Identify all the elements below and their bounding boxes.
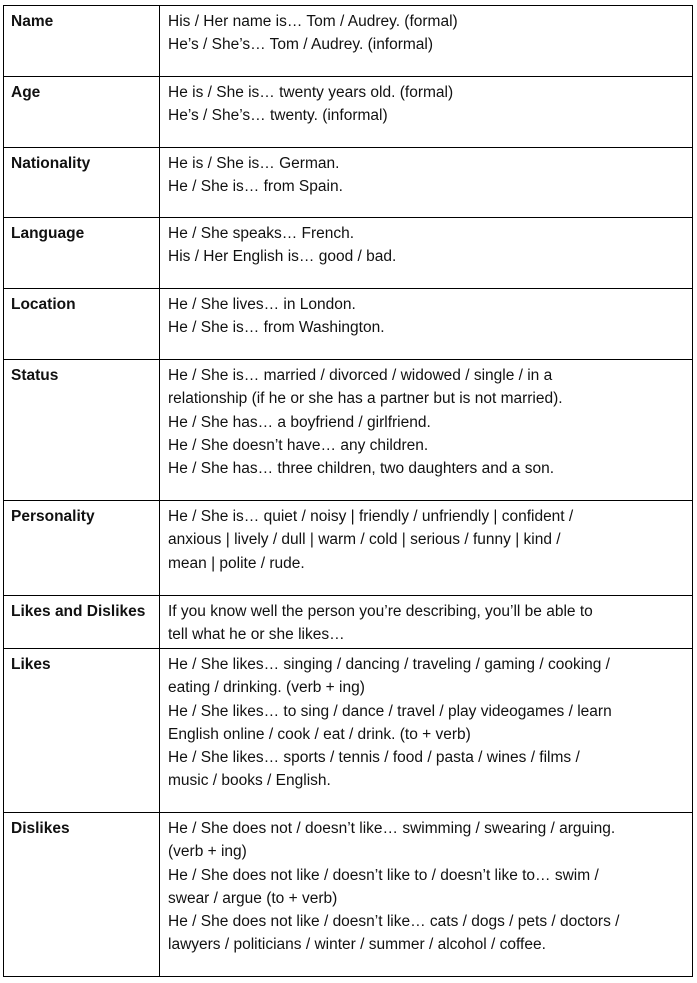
content-line: He / She does not like / doesn’t like to / doesn’t like to… swim / — [168, 866, 599, 884]
content-line: anxious | lively / dull | warm / cold | serious / funny | kind / — [168, 531, 561, 549]
row-label: Dislikes — [4, 813, 160, 977]
table-row — [4, 501, 693, 596]
row-label: Location — [4, 289, 160, 360]
table-row — [4, 813, 693, 977]
content-line: He / She is… from Spain. — [168, 178, 343, 196]
content-line: He / She lives… in London. — [168, 296, 356, 313]
row-content — [160, 649, 693, 813]
content-line: He / She likes… singing / dancing / traveling / gaming / cooking / — [168, 656, 610, 673]
content-line: music / books / English. — [168, 772, 331, 790]
row-content — [160, 289, 693, 360]
content-line: He / She likes… sports / tennis / food / pasta / wines / films / — [168, 749, 580, 767]
row-label: Name — [4, 6, 160, 77]
row-content — [160, 596, 693, 649]
content-line: He / She does not like / doesn’t like… cats / dogs / pets / doctors / — [168, 913, 620, 931]
table-row — [4, 6, 693, 77]
row-label: Status — [4, 360, 160, 501]
content-line: English online / cook / eat / drink. (to + verb) — [168, 725, 471, 743]
row-content — [160, 6, 693, 77]
content-line: His / Her name is… Tom / Audrey. (formal) — [168, 13, 458, 30]
content-line: He is / She is… twenty years old. (formal) — [168, 84, 454, 101]
content-line: eating / drinking. (verb + ing) — [168, 679, 365, 697]
content-line: He / She does not / doesn’t like… swimming / swearing / arguing. — [168, 820, 616, 837]
content-line: lawyers / politicians / winter / summer / alcohol / coffee. — [168, 936, 546, 954]
content-line: He / She is… quiet / noisy | friendly / unfriendly | confident / — [168, 508, 574, 525]
row-label: Nationality — [4, 148, 160, 218]
content-line: His / Her English is… good / bad. — [168, 248, 397, 266]
table-row — [4, 289, 693, 360]
table-row — [4, 77, 693, 148]
table-row — [4, 218, 693, 289]
row-label: Likes — [4, 649, 160, 813]
description-table — [3, 5, 693, 977]
content-line: If you know well the person you’re describing, you’ll be able to — [168, 603, 593, 620]
content-line: tell what he or she likes… — [168, 626, 345, 644]
table-row — [4, 596, 693, 649]
content-line: He / She speaks… French. — [168, 225, 355, 242]
content-line: He / She doesn’t have… any children. — [168, 436, 429, 454]
content-line: He’s / She’s… twenty. (informal) — [168, 107, 388, 125]
row-label: Personality — [4, 501, 160, 596]
row-content — [160, 813, 693, 977]
content-line: He / She likes… to sing / dance / travel / play videogames / learn — [168, 702, 612, 720]
content-line: He / She is… from Washington. — [168, 319, 385, 337]
row-label: Likes and Dislikes — [4, 596, 160, 649]
table-row — [4, 649, 693, 813]
content-line: He is / She is… German. — [168, 155, 340, 172]
content-line: He / She has… a boyfriend / girlfriend. — [168, 413, 431, 431]
row-content — [160, 501, 693, 596]
content-line: He / She is… married / divorced / widowed / single / in a — [168, 367, 553, 384]
row-content — [160, 360, 693, 501]
content-line: mean | polite / rude. — [168, 554, 305, 572]
row-content — [160, 77, 693, 148]
content-line: (verb + ing) — [168, 843, 247, 861]
content-line: relationship (if he or she has a partner but is not married). — [168, 390, 563, 408]
row-content — [160, 218, 693, 289]
row-content — [160, 148, 693, 218]
table-row — [4, 148, 693, 218]
table-row — [4, 360, 693, 501]
content-line: swear / argue (to + verb) — [168, 889, 338, 907]
content-line: He / She has… three children, two daughters and a son. — [168, 460, 555, 478]
row-label: Language — [4, 218, 160, 289]
content-line: He’s / She’s… Tom / Audrey. (informal) — [168, 36, 434, 54]
row-label: Age — [4, 77, 160, 148]
